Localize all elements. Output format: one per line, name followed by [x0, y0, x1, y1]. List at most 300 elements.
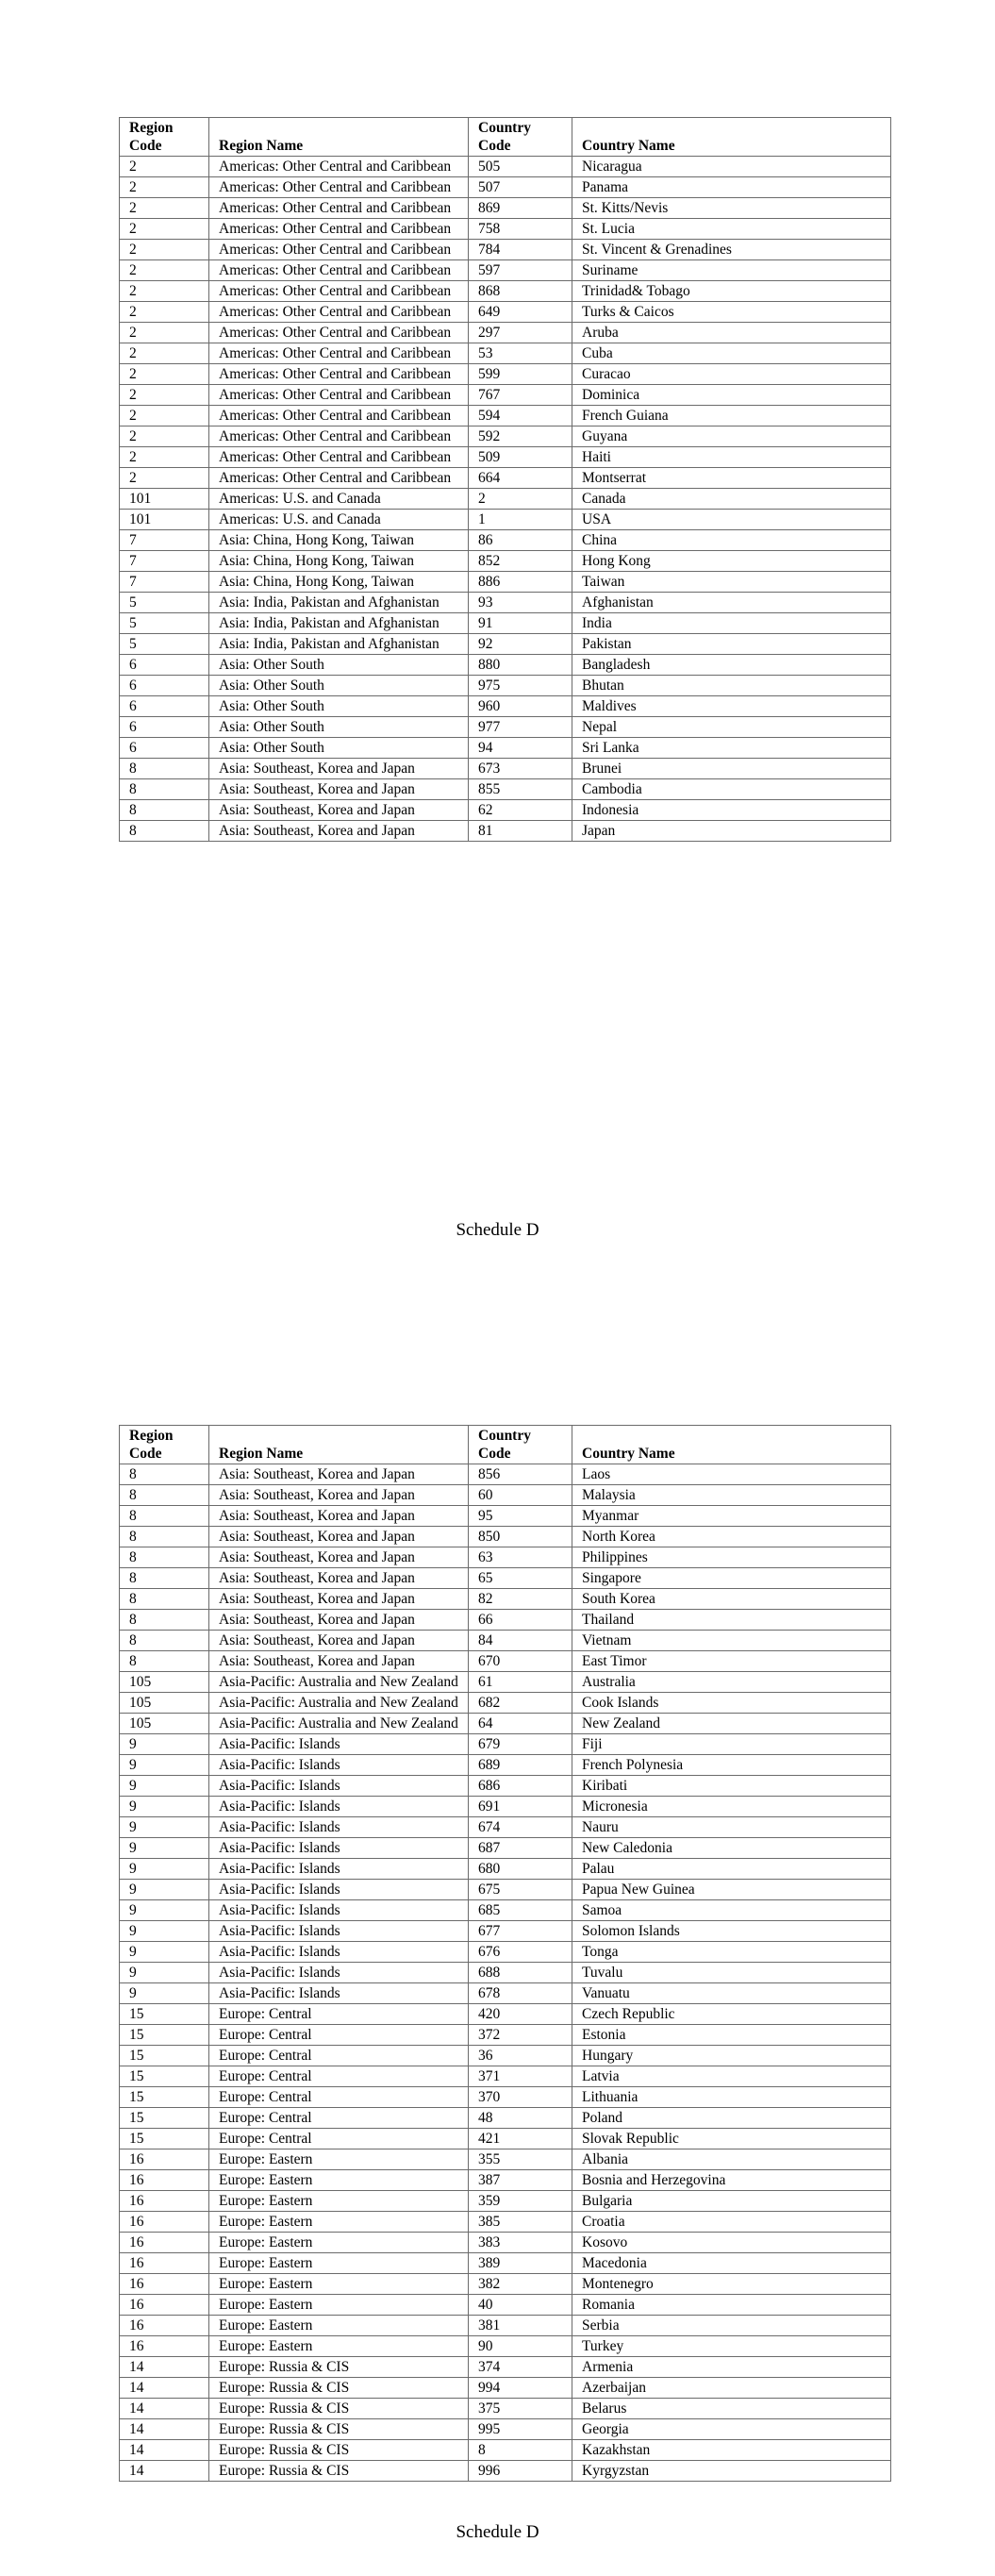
- table-row: [120, 1963, 891, 1983]
- country-code-cell: 40: [469, 2295, 572, 2316]
- country-code-cell: 359: [469, 2191, 572, 2212]
- region-name-header: Region Name: [209, 1426, 469, 1464]
- country-code-cell: 977: [469, 717, 572, 738]
- region-name-cell: Asia-Pacific: Australia and New Zealand: [209, 1693, 469, 1714]
- table-row: [120, 1776, 891, 1797]
- country-name-cell: Macedonia: [572, 2253, 891, 2274]
- region-code-header: Region Code: [120, 118, 209, 157]
- table-row: [120, 613, 891, 634]
- region-code-cell: 16: [120, 2316, 209, 2336]
- country-code-cell: 852: [469, 551, 572, 572]
- country-name-cell: Fiji: [572, 1734, 891, 1755]
- region-code-cell: 7: [120, 572, 209, 593]
- country-code-cell: 682: [469, 1693, 572, 1714]
- country-code-cell: 86: [469, 530, 572, 551]
- country-name-cell: Myanmar: [572, 1506, 891, 1527]
- region-name-cell: Americas: Other Central and Caribbean: [209, 343, 469, 364]
- country-name-cell: Guyana: [572, 427, 891, 447]
- country-name-cell: Slovak Republic: [572, 2129, 891, 2149]
- region-name-cell: Asia: Other South: [209, 738, 469, 759]
- region-code-cell: 2: [120, 281, 209, 302]
- region-code-cell: 9: [120, 1734, 209, 1755]
- country-code-header: Country Code: [469, 1426, 572, 1464]
- country-name-cell: USA: [572, 510, 891, 530]
- country-code-cell: 64: [469, 1714, 572, 1734]
- region-name-header: Region Name: [209, 118, 469, 157]
- country-code-cell: 63: [469, 1547, 572, 1568]
- table-row: [120, 343, 891, 364]
- table-row: [120, 800, 891, 821]
- table-row: [120, 177, 891, 198]
- region-name-cell: Europe: Eastern: [209, 2149, 469, 2170]
- country-name-cell: Curacao: [572, 364, 891, 385]
- country-code-cell: 850: [469, 1527, 572, 1547]
- region-name-cell: Americas: Other Central and Caribbean: [209, 198, 469, 219]
- region-name-cell: Europe: Central: [209, 2129, 469, 2149]
- region-code-cell: 14: [120, 2399, 209, 2419]
- country-code-cell: 1: [469, 510, 572, 530]
- table-row: [120, 1838, 891, 1859]
- region-name-cell: Asia-Pacific: Islands: [209, 1734, 469, 1755]
- table-row: [120, 2253, 891, 2274]
- region-code-cell: 16: [120, 2336, 209, 2357]
- region-name-cell: Americas: Other Central and Caribbean: [209, 447, 469, 468]
- region-code-cell: 9: [120, 1900, 209, 1921]
- table-row: [120, 2461, 891, 2482]
- country-code-table: [119, 117, 891, 842]
- table-row: [120, 323, 891, 343]
- region-name-cell: Asia: Southeast, Korea and Japan: [209, 1506, 469, 1527]
- table-row: [120, 572, 891, 593]
- region-name-cell: Asia-Pacific: Islands: [209, 1797, 469, 1817]
- region-name-cell: Europe: Russia & CIS: [209, 2357, 469, 2378]
- region-code-cell: 2: [120, 323, 209, 343]
- country-code-cell: 594: [469, 406, 572, 427]
- region-name-cell: Americas: Other Central and Caribbean: [209, 406, 469, 427]
- table-row: [120, 489, 891, 510]
- region-code-cell: 9: [120, 1921, 209, 1942]
- table-row: [120, 1755, 891, 1776]
- country-name-cell: St. Lucia: [572, 219, 891, 240]
- country-name-cell: Palau: [572, 1859, 891, 1880]
- country-code-cell: 664: [469, 468, 572, 489]
- country-name-cell: Micronesia: [572, 1797, 891, 1817]
- country-name-cell: Tonga: [572, 1942, 891, 1963]
- region-name-cell: Americas: Other Central and Caribbean: [209, 427, 469, 447]
- country-code-cell: 592: [469, 427, 572, 447]
- table-row: [120, 2378, 891, 2399]
- region-code-cell: 2: [120, 198, 209, 219]
- region-name-cell: Europe: Central: [209, 2066, 469, 2087]
- region-name-cell: Asia: India, Pakistan and Afghanistan: [209, 593, 469, 613]
- table-row: [120, 759, 891, 779]
- region-code-cell: 8: [120, 779, 209, 800]
- country-name-cell: East Timor: [572, 1651, 891, 1672]
- table-row: [120, 634, 891, 655]
- country-code-cell: 767: [469, 385, 572, 406]
- region-code-cell: 2: [120, 343, 209, 364]
- table-row: [120, 2316, 891, 2336]
- region-code-cell: 2: [120, 260, 209, 281]
- country-code-cell: 674: [469, 1817, 572, 1838]
- table-row: [120, 1900, 891, 1921]
- table-header-row: [120, 1426, 891, 1464]
- country-name-cell: Taiwan: [572, 572, 891, 593]
- region-name-cell: Asia: China, Hong Kong, Taiwan: [209, 572, 469, 593]
- table-row: [120, 1631, 891, 1651]
- region-name-cell: Europe: Eastern: [209, 2295, 469, 2316]
- country-name-cell: Papua New Guinea: [572, 1880, 891, 1900]
- region-name-cell: Europe: Central: [209, 2087, 469, 2108]
- table-row: [120, 779, 891, 800]
- country-code-cell: 996: [469, 2461, 572, 2482]
- region-name-cell: Europe: Eastern: [209, 2274, 469, 2295]
- country-code-cell: 676: [469, 1942, 572, 1963]
- region-code-cell: 9: [120, 1880, 209, 1900]
- table-row: [120, 427, 891, 447]
- region-code-cell: 8: [120, 759, 209, 779]
- country-name-cell: Albania: [572, 2149, 891, 2170]
- table-row: [120, 2025, 891, 2046]
- region-code-cell: 2: [120, 427, 209, 447]
- country-name-cell: Bulgaria: [572, 2191, 891, 2212]
- country-name-cell: Montenegro: [572, 2274, 891, 2295]
- region-code-cell: 105: [120, 1714, 209, 1734]
- region-code-cell: 14: [120, 2440, 209, 2461]
- country-name-cell: St. Kitts/Nevis: [572, 198, 891, 219]
- region-name-cell: Europe: Eastern: [209, 2336, 469, 2357]
- country-code-cell: 995: [469, 2419, 572, 2440]
- table-row: [120, 530, 891, 551]
- table-row: [120, 281, 891, 302]
- table-row: [120, 2046, 891, 2066]
- region-name-cell: Americas: Other Central and Caribbean: [209, 468, 469, 489]
- region-code-cell: 14: [120, 2378, 209, 2399]
- country-name-cell: Azerbaijan: [572, 2378, 891, 2399]
- country-name-cell: Malaysia: [572, 1485, 891, 1506]
- country-name-cell: Kyrgyzstan: [572, 2461, 891, 2482]
- table-row: [120, 2149, 891, 2170]
- region-code-cell: 16: [120, 2149, 209, 2170]
- region-code-cell: 14: [120, 2357, 209, 2378]
- country-code-cell: 960: [469, 696, 572, 717]
- table-row: [120, 198, 891, 219]
- country-code-cell: 8: [469, 2440, 572, 2461]
- table-row: [120, 1506, 891, 1527]
- region-name-cell: Asia: Southeast, Korea and Japan: [209, 1610, 469, 1631]
- table-row: [120, 447, 891, 468]
- country-code-cell: 886: [469, 572, 572, 593]
- country-name-cell: New Zealand: [572, 1714, 891, 1734]
- region-name-cell: Europe: Eastern: [209, 2253, 469, 2274]
- country-name-cell: St. Vincent & Grenadines: [572, 240, 891, 260]
- table-row: [120, 1568, 891, 1589]
- region-code-cell: 5: [120, 613, 209, 634]
- country-name-cell: Kazakhstan: [572, 2440, 891, 2461]
- region-name-cell: Asia-Pacific: Islands: [209, 1838, 469, 1859]
- table-row: [120, 219, 891, 240]
- country-name-cell: Pakistan: [572, 634, 891, 655]
- table-row: [120, 1610, 891, 1631]
- country-name-cell: Maldives: [572, 696, 891, 717]
- country-code-cell: 507: [469, 177, 572, 198]
- table-row: [120, 1651, 891, 1672]
- country-code-cell: 374: [469, 2357, 572, 2378]
- region-code-cell: 2: [120, 240, 209, 260]
- country-code-cell: 90: [469, 2336, 572, 2357]
- country-name-cell: Turks & Caicos: [572, 302, 891, 323]
- region-name-cell: Asia: Southeast, Korea and Japan: [209, 800, 469, 821]
- region-name-cell: Asia: India, Pakistan and Afghanistan: [209, 634, 469, 655]
- region-name-cell: Asia: Southeast, Korea and Japan: [209, 1464, 469, 1485]
- region-code-cell: 9: [120, 1838, 209, 1859]
- country-name-cell: Philippines: [572, 1547, 891, 1568]
- country-code-cell: 389: [469, 2253, 572, 2274]
- region-name-cell: Asia: Other South: [209, 696, 469, 717]
- region-name-cell: Americas: Other Central and Caribbean: [209, 385, 469, 406]
- region-name-cell: Europe: Russia & CIS: [209, 2461, 469, 2482]
- table-row: [120, 2066, 891, 2087]
- table-row: [120, 2170, 891, 2191]
- region-name-cell: Asia-Pacific: Islands: [209, 1880, 469, 1900]
- region-name-cell: Americas: U.S. and Canada: [209, 510, 469, 530]
- country-code-cell: 421: [469, 2129, 572, 2149]
- country-code-cell: 95: [469, 1506, 572, 1527]
- country-code-cell: 856: [469, 1464, 572, 1485]
- country-code-cell: 82: [469, 1589, 572, 1610]
- country-code-cell: 420: [469, 2004, 572, 2025]
- country-code-cell: 670: [469, 1651, 572, 1672]
- region-code-cell: 14: [120, 2461, 209, 2482]
- region-name-cell: Asia-Pacific: Islands: [209, 1776, 469, 1797]
- country-code-cell: 381: [469, 2316, 572, 2336]
- country-name-cell: Haiti: [572, 447, 891, 468]
- table-row: [120, 738, 891, 759]
- region-name-cell: Asia-Pacific: Australia and New Zealand: [209, 1672, 469, 1693]
- region-name-cell: Asia: China, Hong Kong, Taiwan: [209, 551, 469, 572]
- region-code-cell: 2: [120, 302, 209, 323]
- region-code-cell: 9: [120, 1776, 209, 1797]
- region-code-cell: 16: [120, 2212, 209, 2233]
- region-name-cell: Europe: Central: [209, 2046, 469, 2066]
- table-row: [120, 2108, 891, 2129]
- table-row: [120, 2295, 891, 2316]
- country-code-cell: 599: [469, 364, 572, 385]
- region-code-cell: 6: [120, 717, 209, 738]
- country-name-cell: Turkey: [572, 2336, 891, 2357]
- region-name-cell: Asia: Southeast, Korea and Japan: [209, 1485, 469, 1506]
- country-code-cell: 689: [469, 1755, 572, 1776]
- region-code-cell: 15: [120, 2004, 209, 2025]
- country-code-cell: 375: [469, 2399, 572, 2419]
- country-name-cell: Serbia: [572, 2316, 891, 2336]
- table-header-row: [120, 118, 891, 157]
- region-name-cell: Americas: Other Central and Caribbean: [209, 281, 469, 302]
- country-code-cell: 688: [469, 1963, 572, 1983]
- region-code-cell: 105: [120, 1672, 209, 1693]
- region-name-cell: Asia-Pacific: Islands: [209, 1859, 469, 1880]
- country-name-cell: Tuvalu: [572, 1963, 891, 1983]
- country-name-cell: Afghanistan: [572, 593, 891, 613]
- country-name-cell: Nepal: [572, 717, 891, 738]
- country-code-cell: 383: [469, 2233, 572, 2253]
- country-code-cell: 65: [469, 1568, 572, 1589]
- region-code-cell: 2: [120, 447, 209, 468]
- region-code-cell: 8: [120, 1651, 209, 1672]
- region-name-cell: Asia: Southeast, Korea and Japan: [209, 1631, 469, 1651]
- table-row: [120, 1859, 891, 1880]
- country-name-cell: Thailand: [572, 1610, 891, 1631]
- country-code-cell: 855: [469, 779, 572, 800]
- country-name-cell: North Korea: [572, 1527, 891, 1547]
- country-name-cell: Poland: [572, 2108, 891, 2129]
- region-code-cell: 14: [120, 2419, 209, 2440]
- country-name-cell: Bangladesh: [572, 655, 891, 676]
- country-name-cell: Estonia: [572, 2025, 891, 2046]
- region-code-cell: 15: [120, 2087, 209, 2108]
- region-code-cell: 16: [120, 2253, 209, 2274]
- region-name-cell: Americas: Other Central and Caribbean: [209, 323, 469, 343]
- region-name-cell: Europe: Central: [209, 2108, 469, 2129]
- table-row: [120, 2274, 891, 2295]
- table-row: [120, 2129, 891, 2149]
- country-name-cell: Trinidad& Tobago: [572, 281, 891, 302]
- country-name-cell: Armenia: [572, 2357, 891, 2378]
- region-name-cell: Asia: Southeast, Korea and Japan: [209, 1527, 469, 1547]
- region-code-cell: 2: [120, 385, 209, 406]
- country-code-cell: 994: [469, 2378, 572, 2399]
- country-code-cell: 371: [469, 2066, 572, 2087]
- page-footer: Schedule D: [456, 1220, 539, 1240]
- country-name-cell: Bosnia and Herzegovina: [572, 2170, 891, 2191]
- table-row: [120, 2419, 891, 2440]
- country-code-cell: 48: [469, 2108, 572, 2129]
- region-code-cell: 16: [120, 2170, 209, 2191]
- region-code-cell: 8: [120, 1547, 209, 1568]
- country-name-cell: Indonesia: [572, 800, 891, 821]
- table-row: [120, 1464, 891, 1485]
- country-name-cell: Cuba: [572, 343, 891, 364]
- country-code-table: [119, 1425, 891, 2482]
- region-name-cell: Europe: Central: [209, 2004, 469, 2025]
- country-name-cell: Georgia: [572, 2419, 891, 2440]
- country-name-cell: Canada: [572, 489, 891, 510]
- country-code-cell: 372: [469, 2025, 572, 2046]
- region-code-cell: 15: [120, 2129, 209, 2149]
- region-name-cell: Europe: Russia & CIS: [209, 2419, 469, 2440]
- table-row: [120, 468, 891, 489]
- country-name-cell: French Polynesia: [572, 1755, 891, 1776]
- region-name-cell: Asia-Pacific: Islands: [209, 1817, 469, 1838]
- region-code-cell: 16: [120, 2191, 209, 2212]
- country-code-cell: 382: [469, 2274, 572, 2295]
- region-name-cell: Asia: Southeast, Korea and Japan: [209, 779, 469, 800]
- country-name-cell: Panama: [572, 177, 891, 198]
- region-name-cell: Americas: Other Central and Caribbean: [209, 240, 469, 260]
- country-name-cell: India: [572, 613, 891, 634]
- country-name-cell: Hong Kong: [572, 551, 891, 572]
- table-row: [120, 696, 891, 717]
- country-code-cell: 678: [469, 1983, 572, 2004]
- country-name-cell: South Korea: [572, 1589, 891, 1610]
- country-code-cell: 691: [469, 1797, 572, 1817]
- region-name-cell: Europe: Central: [209, 2025, 469, 2046]
- region-code-cell: 7: [120, 551, 209, 572]
- region-name-cell: Europe: Russia & CIS: [209, 2440, 469, 2461]
- region-code-cell: 2: [120, 177, 209, 198]
- region-code-cell: 9: [120, 1983, 209, 2004]
- country-code-cell: 36: [469, 2046, 572, 2066]
- country-code-cell: 680: [469, 1859, 572, 1880]
- region-code-cell: 2: [120, 468, 209, 489]
- country-code-cell: 597: [469, 260, 572, 281]
- region-name-cell: Europe: Eastern: [209, 2212, 469, 2233]
- region-name-cell: Asia-Pacific: Islands: [209, 1983, 469, 2004]
- table-row: [120, 1983, 891, 2004]
- region-name-cell: Americas: Other Central and Caribbean: [209, 364, 469, 385]
- region-code-cell: 2: [120, 219, 209, 240]
- region-code-cell: 15: [120, 2046, 209, 2066]
- region-name-cell: Asia: Other South: [209, 655, 469, 676]
- region-code-cell: 9: [120, 1755, 209, 1776]
- country-name-header: Country Name: [572, 1426, 891, 1464]
- region-name-cell: Asia-Pacific: Islands: [209, 1921, 469, 1942]
- table-row: [120, 385, 891, 406]
- page-footer: Schedule D: [456, 2522, 539, 2542]
- table-row: [120, 1693, 891, 1714]
- table-row: [120, 1589, 891, 1610]
- table-row: [120, 1672, 891, 1693]
- country-name-cell: Vietnam: [572, 1631, 891, 1651]
- country-code-cell: 679: [469, 1734, 572, 1755]
- region-name-cell: Asia: Other South: [209, 717, 469, 738]
- country-code-cell: 868: [469, 281, 572, 302]
- table-row: [120, 676, 891, 696]
- table-row: [120, 655, 891, 676]
- table-row: [120, 2191, 891, 2212]
- region-name-cell: Asia: Southeast, Korea and Japan: [209, 759, 469, 779]
- table-row: [120, 1880, 891, 1900]
- table-row: [120, 1485, 891, 1506]
- country-name-cell: Latvia: [572, 2066, 891, 2087]
- region-name-cell: Americas: Other Central and Caribbean: [209, 219, 469, 240]
- region-code-cell: 5: [120, 593, 209, 613]
- region-name-cell: Europe: Russia & CIS: [209, 2378, 469, 2399]
- country-name-cell: Laos: [572, 1464, 891, 1485]
- country-code-cell: 880: [469, 655, 572, 676]
- table-row: [120, 364, 891, 385]
- region-code-cell: 8: [120, 1464, 209, 1485]
- table-row: [120, 1921, 891, 1942]
- region-code-cell: 9: [120, 1797, 209, 1817]
- country-code-cell: 91: [469, 613, 572, 634]
- table-row: [120, 2336, 891, 2357]
- region-name-cell: Asia-Pacific: Islands: [209, 1900, 469, 1921]
- country-code-cell: 60: [469, 1485, 572, 1506]
- country-code-cell: 649: [469, 302, 572, 323]
- region-code-cell: 5: [120, 634, 209, 655]
- table-row: [120, 1797, 891, 1817]
- region-code-cell: 2: [120, 364, 209, 385]
- region-code-cell: 105: [120, 1693, 209, 1714]
- country-name-cell: Suriname: [572, 260, 891, 281]
- region-name-cell: Americas: Other Central and Caribbean: [209, 157, 469, 177]
- region-code-cell: 16: [120, 2274, 209, 2295]
- table-row: [120, 821, 891, 842]
- country-code-cell: 673: [469, 759, 572, 779]
- country-name-cell: Romania: [572, 2295, 891, 2316]
- region-code-cell: 8: [120, 1506, 209, 1527]
